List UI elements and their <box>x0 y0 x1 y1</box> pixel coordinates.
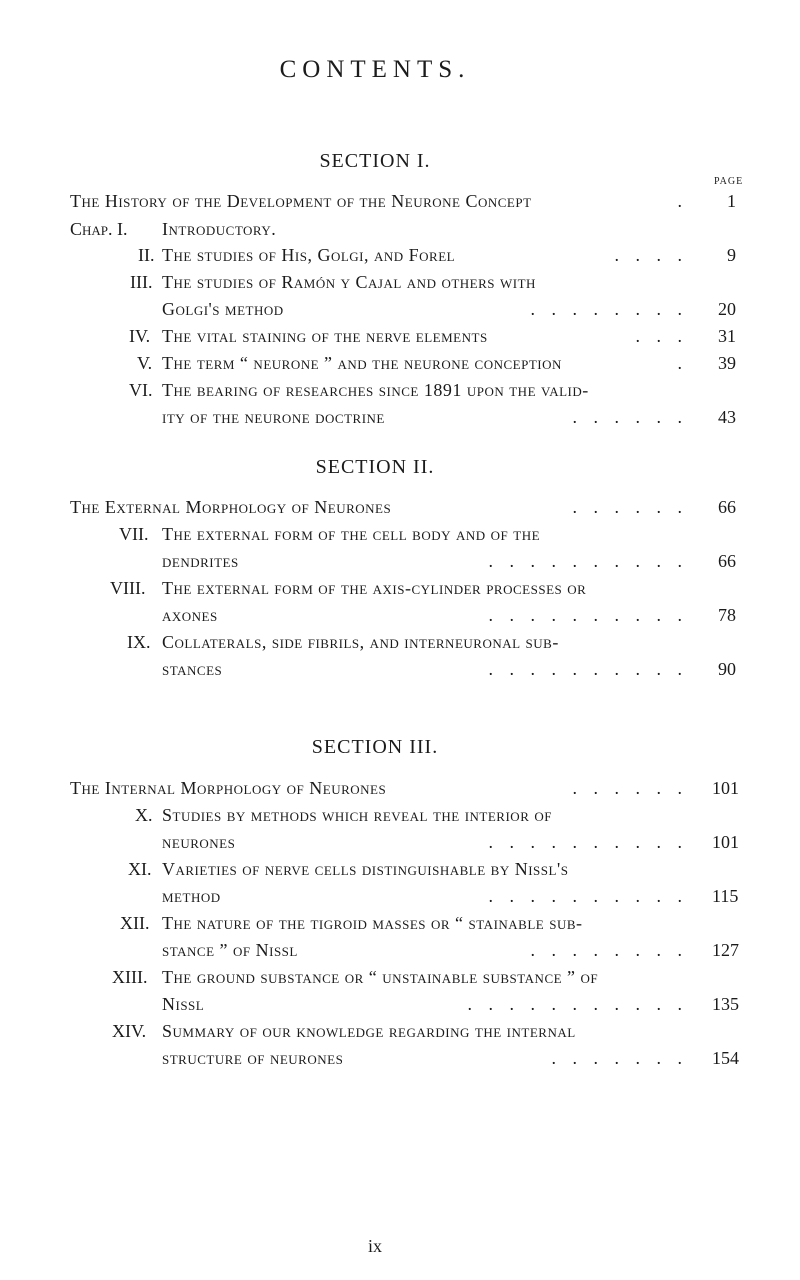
page-number: 66 <box>718 551 736 571</box>
dot-leader: . . . . <box>614 245 688 265</box>
page-number: 115 <box>712 886 739 906</box>
chapter-number: III. <box>130 272 153 292</box>
page-number: 9 <box>727 245 736 265</box>
page-number: 66 <box>718 497 736 517</box>
chapter-number: XIII. <box>112 967 148 987</box>
page-number: 127 <box>712 940 739 960</box>
chapter-number: IV. <box>129 326 151 346</box>
page-number: 78 <box>718 605 736 625</box>
entry-title: The term “ neurone ” and the neurone conception <box>162 353 562 373</box>
dot-leader: . . . . . . <box>572 497 688 517</box>
entry-title: stances <box>162 659 223 679</box>
toc-line <box>0 805 750 829</box>
chapter-number: XII. <box>120 913 150 933</box>
section-heading-2: SECTION II. <box>315 456 435 478</box>
page-number: 39 <box>718 353 736 373</box>
toc-line <box>0 859 750 883</box>
page-number: 101 <box>712 778 739 798</box>
entry-title: method <box>162 886 221 906</box>
entry-title: The Internal Morphology of Neurones <box>70 778 387 798</box>
toc-line <box>0 380 750 404</box>
entry-title: axones <box>162 605 218 625</box>
toc-line <box>0 219 750 243</box>
entry-title: Nissl <box>162 994 205 1014</box>
entry-title: dendrites <box>162 551 239 571</box>
chapter-number: IX. <box>127 632 151 652</box>
chapter-number: X. <box>135 805 153 825</box>
toc-line <box>0 326 750 350</box>
dot-leader: . . . . . . . . <box>530 299 688 319</box>
toc-line <box>0 913 750 937</box>
toc-line <box>0 1021 750 1045</box>
entry-title: The external form of the axis-cylinder processes or <box>162 578 587 598</box>
toc-line <box>0 551 750 575</box>
toc-line <box>0 886 750 910</box>
entry-title: ity of the neurone doctrine <box>162 407 385 427</box>
page-number: 43 <box>718 407 736 427</box>
page-title: CONTENTS. <box>279 56 471 83</box>
entry-title: The ground substance or “ unstainable substance ” of <box>162 967 599 987</box>
entry-title: neurones <box>162 832 236 852</box>
chapter-number: VI. <box>129 380 153 400</box>
entry-title: Studies by methods which reveal the interior of <box>162 805 552 825</box>
dot-leader: . . . <box>635 326 688 346</box>
dot-leader: . . . . . . . . . . <box>488 659 688 679</box>
page-number: 135 <box>712 994 739 1014</box>
chapter-number: Chap. I. <box>70 219 128 239</box>
toc-line <box>0 778 750 802</box>
toc-line <box>0 632 750 656</box>
toc-line <box>0 245 750 269</box>
dot-leader: . . . . . . . . . . <box>488 605 688 625</box>
page-number: 154 <box>712 1048 739 1068</box>
page-column-label: PAGE <box>714 176 744 187</box>
page-number: 1 <box>727 191 736 211</box>
page-number-footer: ix <box>367 1236 382 1256</box>
entry-title: Golgi's method <box>162 299 284 319</box>
page-number: 101 <box>712 832 739 852</box>
toc-line <box>0 940 750 964</box>
toc-line <box>0 353 750 377</box>
entry-title: The nature of the tigroid masses or “ stainable sub- <box>162 913 583 933</box>
entry-title: structure of neurones <box>162 1048 344 1068</box>
entry-title: The History of the Development of the Neurone Concept <box>70 191 532 211</box>
entry-title: Collaterals, side fibrils, and interneuronal sub- <box>162 632 559 652</box>
toc-line <box>0 994 750 1018</box>
toc-line <box>0 832 750 856</box>
dot-leader: . . . . . . . . . . . <box>467 994 688 1014</box>
entry-title: The studies of Ramón y Cajal and others with <box>162 272 536 292</box>
toc-line <box>0 497 750 521</box>
toc-line <box>0 578 750 602</box>
toc-line <box>0 524 750 548</box>
dot-leader: . <box>677 353 688 373</box>
toc-line <box>0 967 750 991</box>
entry-title: stance ” of Nissl <box>162 940 298 960</box>
chapter-number: XI. <box>128 859 152 879</box>
section-heading-1: SECTION I. <box>319 150 431 172</box>
chapter-number: VIII. <box>110 578 146 598</box>
section-heading-3: SECTION III. <box>311 736 439 758</box>
toc-line <box>0 299 750 323</box>
dot-leader: . . . . . . . . . . <box>488 832 688 852</box>
toc-line <box>0 605 750 629</box>
page-number: 31 <box>718 326 736 346</box>
dot-leader: . . . . . . . . . . <box>488 886 688 906</box>
page-number: 20 <box>718 299 736 319</box>
entry-title: Summary of our knowledge regarding the internal <box>162 1021 576 1041</box>
toc-line <box>0 272 750 296</box>
entry-title: Varieties of nerve cells distinguishable by Nissl's <box>162 859 569 879</box>
entry-title: Introductory. <box>162 219 277 239</box>
toc-line <box>0 1048 750 1072</box>
dot-leader: . . . . . . . . <box>530 940 688 960</box>
page-number: 90 <box>718 659 736 679</box>
toc-line <box>0 191 750 215</box>
dot-leader: . . . . . . . <box>551 1048 688 1068</box>
entry-title: The studies of His, Golgi, and Forel <box>162 245 456 265</box>
dot-leader: . . . . . . <box>572 407 688 427</box>
entry-title: The vital staining of the nerve elements <box>162 326 488 346</box>
chapter-number: II. <box>138 245 155 265</box>
toc-line <box>0 659 750 683</box>
dot-leader: . <box>677 191 688 211</box>
dot-leader: . . . . . . . . . . <box>488 551 688 571</box>
dot-leader: . . . . . . <box>572 778 688 798</box>
chapter-number: VII. <box>119 524 149 544</box>
chapter-number: XIV. <box>112 1021 147 1041</box>
toc-line <box>0 407 750 431</box>
entry-title: The bearing of researches since 1891 upon the valid- <box>162 380 589 400</box>
entry-title: The external form of the cell body and of the <box>162 524 541 544</box>
chapter-number: V. <box>137 353 153 373</box>
entry-title: The External Morphology of Neurones <box>70 497 392 517</box>
